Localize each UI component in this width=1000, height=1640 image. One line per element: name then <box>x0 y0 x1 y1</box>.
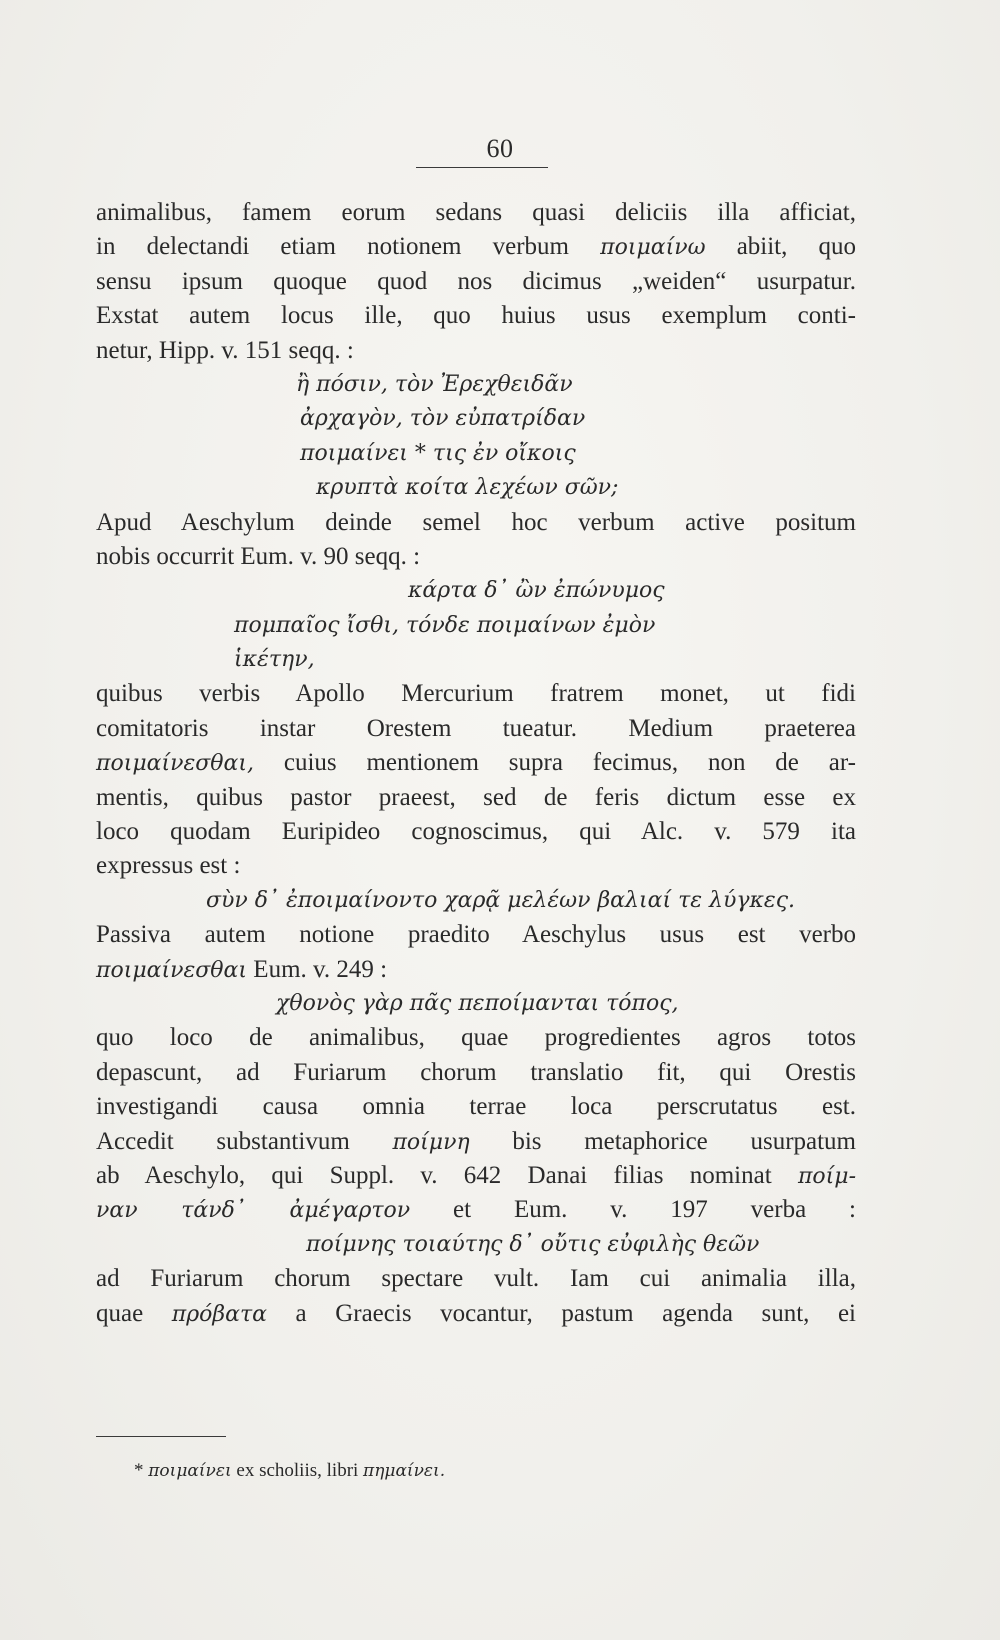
text-line <box>96 265 856 299</box>
text-line <box>96 1125 856 1159</box>
footnote-greek-word: πημαίνει. <box>363 1461 446 1481</box>
text-line <box>96 1193 856 1227</box>
text-line <box>96 1056 856 1090</box>
line-segment: κρυπτὰ κοίτα λεχέων σῶν; <box>316 475 619 501</box>
greek-verse-line <box>96 368 856 402</box>
greek-verse-line <box>96 402 856 436</box>
line-segment: loco quodam Euripideo cognoscimus, qui Alc. v. 579 ita <box>96 818 856 846</box>
line-segment: ab Aeschylo, qui Suppl. v. 642 Danai filias nominat <box>96 1161 798 1189</box>
line-segment: a Graecis vocantur, pastum agenda sunt, ei <box>267 1299 856 1327</box>
greek-word: ποιμαίνω <box>600 235 706 261</box>
line-segment: ποίμνης τοιαύτης δ᾽ οὔτις εὐφιλὴς θεῶν <box>306 1231 760 1257</box>
line-segment: in delectandi etiam notionem verbum <box>96 233 601 261</box>
text-line <box>96 1021 856 1055</box>
text-line <box>96 781 856 815</box>
greek-word: ποίμνη <box>392 1129 470 1155</box>
line-segment: Eum. v. 249 : <box>247 955 388 983</box>
line-segment: comitatoris instar Orestem tueatur. Medium praeterea <box>96 714 856 742</box>
line-segment: Passiva autem notione praedito Aeschylus usus est verbo <box>96 921 856 949</box>
footnote-marker: * <box>134 1460 144 1481</box>
line-segment: abiit, quo <box>705 233 856 261</box>
line-segment: ἱκέτην, <box>234 647 315 673</box>
text-line <box>96 815 856 849</box>
text-line <box>96 918 856 952</box>
greek-word: ποίμ- <box>797 1163 856 1189</box>
line-segment: animalibus, famem eorum sedans quasi deliciis illa afficiat, <box>96 199 856 226</box>
line-segment: depascunt, ad Furiarum chorum translatio fit, qui Orestis <box>96 1058 856 1086</box>
greek-verse-line <box>96 987 856 1021</box>
line-segment: bis metaphorice usurpatum <box>469 1127 857 1155</box>
footnote-greek-word: ποιμαίνει <box>148 1461 232 1481</box>
text-line <box>96 334 856 368</box>
greek-word: ναν τάνδ᾽ ἀμέγαρτον <box>96 1198 411 1224</box>
text-line <box>96 746 856 780</box>
line-segment: cuius mentionem supra fecimus, non de ar- <box>254 749 856 777</box>
header-rule <box>416 167 548 168</box>
line-segment: ad Furiarum chorum spectare vult. Iam cui animalia illa, <box>96 1265 856 1293</box>
greek-verse-line <box>96 609 856 643</box>
text-line <box>96 196 856 230</box>
line-segment: Apud Aeschylum deinde semel hoc verbum active positum <box>96 508 856 536</box>
footnote-rule <box>96 1436 226 1437</box>
line-segment: mentis, quibus pastor praeest, sed de feris dictum esse ex <box>96 783 856 811</box>
footnote-text: ex scholiis, libri <box>231 1460 364 1481</box>
page-number: 60 <box>486 134 514 163</box>
greek-word: πρόβατα <box>171 1301 267 1327</box>
line-segment: Exstat autem locus ille, quo huius usus exemplum conti- <box>96 302 856 330</box>
text-line <box>96 230 856 264</box>
line-segment: πομπαῖος ἴσθι, τόνδε ποιμαίνων ἐμὸν <box>234 612 656 638</box>
text-line <box>96 712 856 746</box>
greek-verse-line <box>96 643 856 677</box>
line-segment: κάρτα δ᾽ ὢν ἐπώνυμος <box>408 578 665 604</box>
greek-word: ποιμαίνεσθαι, <box>96 751 255 777</box>
text-line <box>96 506 856 540</box>
line-segment: Accedit substantivum <box>96 1127 393 1155</box>
line-segment: ποιμαίνει * τις ἐν οἴκοις <box>300 440 576 466</box>
line-segment: netur, Hipp. v. 151 seqq. : <box>96 336 354 364</box>
text-line <box>96 1159 856 1193</box>
text-line <box>96 299 856 333</box>
line-segment: σὺν δ᾽ ἐποιμαίνοντο χαρᾷ μελέων βαλιαί τε λύγκες. <box>206 887 796 913</box>
footnote <box>134 1460 834 1482</box>
greek-verse-line <box>96 1228 856 1262</box>
line-segment: expressus est : <box>96 852 241 880</box>
line-segment: quibus verbis Apollo Mercurium fratrem monet, ut fidi <box>96 680 856 708</box>
line-segment: nobis occurrit Eum. v. 90 seqq. : <box>96 542 421 570</box>
text-line <box>96 540 856 574</box>
line-segment: sensu ipsum quoque quod nos dicimus „weiden“ usurpatur. <box>96 267 856 295</box>
line-segment: ἀρχαγὸν, τὸν εὐπατρίδαν <box>300 406 586 432</box>
text-line <box>96 953 856 987</box>
body-text <box>96 196 856 1331</box>
greek-verse-line <box>96 574 856 608</box>
line-segment: quo loco de animalibus, quae progredientes agros totos <box>96 1024 856 1052</box>
line-segment: et Eum. v. 197 verba : <box>410 1196 856 1224</box>
text-line <box>96 1262 856 1296</box>
line-segment: χθονὸς γὰρ πᾶς πεποίμανται τόπος, <box>276 990 679 1016</box>
greek-verse-line <box>96 884 856 918</box>
line-segment: investigandi causa omnia terrae loca perscrutatus est. <box>96 1093 856 1121</box>
greek-verse-line <box>96 437 856 471</box>
text-line <box>96 1090 856 1124</box>
line-segment: ἢ πόσιν, τὸν Ἐρεχθειδᾶν <box>296 371 573 397</box>
text-line <box>96 1297 856 1331</box>
greek-word: ποιμαίνεσθαι <box>96 957 248 983</box>
text-line <box>96 849 856 883</box>
line-segment: quae <box>96 1299 172 1327</box>
text-line <box>96 677 856 711</box>
greek-verse-line <box>96 471 856 505</box>
